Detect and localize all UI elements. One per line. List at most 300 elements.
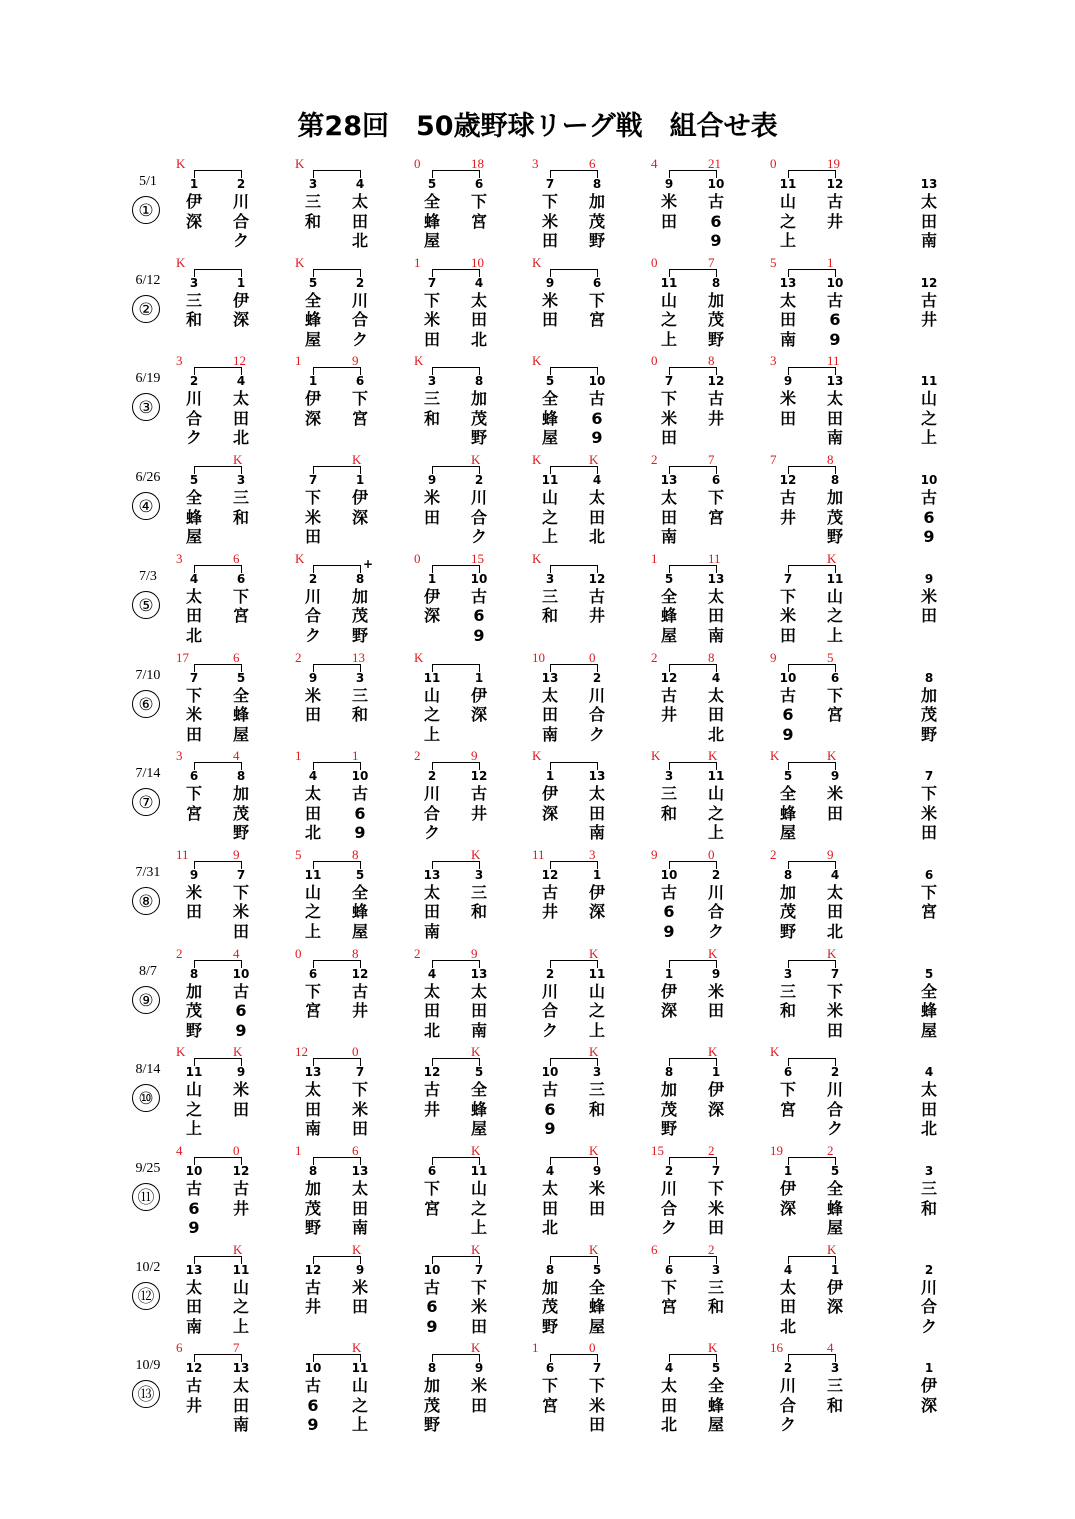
score-left: 4 <box>651 156 658 171</box>
team-number: 10 <box>541 1065 559 1080</box>
team-name: 三 和 <box>541 586 558 626</box>
team-name: 古 6 9 <box>185 1179 202 1237</box>
score-left: K <box>295 156 305 171</box>
score-right: 9 <box>827 846 834 862</box>
round-date: 7/14 <box>135 766 161 782</box>
score-right: K <box>233 1044 243 1060</box>
team-name: 古 6 9 <box>470 586 487 645</box>
team-name: 古 6 9 <box>304 1376 321 1435</box>
round-number: ⑫ <box>132 1282 160 1310</box>
score-right: 4 <box>827 1340 834 1356</box>
score-right: 10 <box>471 254 484 270</box>
team-name: 川 合 ク <box>588 685 605 744</box>
round-number: ⑧ <box>132 887 160 915</box>
team-name: 川 合 ク <box>660 1179 677 1237</box>
score-left: 6 <box>651 1241 658 1257</box>
round-date: 8/7 <box>139 963 157 979</box>
team-number: 3 <box>664 769 674 784</box>
team-name: 太 田 北 <box>660 1376 677 1435</box>
match <box>412 157 492 256</box>
team-name: 川 合 ク <box>185 389 202 448</box>
team-name: 伊 深 <box>351 488 368 527</box>
team-number: 1 <box>427 571 437 586</box>
team-number: 11 <box>470 1164 488 1178</box>
team-number: 1 <box>308 374 318 389</box>
team-number: 5 <box>664 571 674 586</box>
round-number: ⑬ <box>132 1380 160 1408</box>
match <box>649 1341 729 1440</box>
match <box>412 1144 492 1243</box>
team-number: 3 <box>711 1262 721 1277</box>
match <box>293 1144 373 1243</box>
round-number: ③ <box>132 393 160 421</box>
team-number: 5 <box>427 177 437 191</box>
score-right: 1 <box>352 748 359 764</box>
team-number: 4 <box>592 473 602 488</box>
round-number: ① <box>132 196 160 224</box>
bye-number: 6 <box>924 867 934 882</box>
team-name: 太 田 南 <box>351 1179 368 1237</box>
score-right: K <box>233 452 243 468</box>
team-name: 加 茂 野 <box>470 389 487 448</box>
team-number: 9 <box>545 275 555 290</box>
match <box>768 354 848 453</box>
team-number: 7 <box>545 177 555 191</box>
bye-number: 13 <box>920 177 938 191</box>
bye-number: 1 <box>924 1361 934 1376</box>
team-name: 古 井 <box>826 192 843 231</box>
team-name: 伊 深 <box>660 981 677 1021</box>
team-name: 全 蜂 屋 <box>423 192 440 250</box>
team-number: 8 <box>189 966 199 981</box>
score-left: 3 <box>532 156 539 171</box>
bye-name: 太 田 南 <box>920 192 937 250</box>
score-left: 0 <box>414 156 421 171</box>
round-number: ⑩ <box>132 1084 160 1112</box>
team-number: 12 <box>470 769 488 784</box>
score-right: K <box>233 1241 243 1257</box>
team-name: 全 蜂 屋 <box>351 882 368 941</box>
score-right: 2 <box>708 1241 715 1257</box>
round-date: 5/1 <box>139 174 157 189</box>
score-right: 2 <box>708 1143 715 1158</box>
team-number: 11 <box>185 1065 203 1080</box>
team-name: 伊 深 <box>185 192 202 231</box>
team-number: 9 <box>664 177 674 191</box>
score-right: 9 <box>471 945 478 961</box>
team-number: 13 <box>304 1065 322 1080</box>
team-number: 6 <box>545 1361 555 1376</box>
score-left: 0 <box>414 550 421 566</box>
team-number: 11 <box>541 473 559 488</box>
team-name: 下 米 田 <box>707 1179 724 1237</box>
team-name: 古 井 <box>541 882 558 922</box>
team-name: 古 6 9 <box>826 290 843 349</box>
match <box>293 848 373 947</box>
score-left: 1 <box>651 550 658 566</box>
score-right: 13 <box>352 649 365 665</box>
score-left: K <box>532 353 542 369</box>
score-left: K <box>176 254 186 270</box>
bye-number: 12 <box>920 275 938 290</box>
team-name: 伊 深 <box>541 784 558 823</box>
score-right: 6 <box>233 550 240 566</box>
team-name: 伊 深 <box>470 685 487 724</box>
score-left: K <box>532 748 542 764</box>
team-name: 全 蜂 屋 <box>779 784 796 843</box>
round-date: 6/26 <box>135 470 161 486</box>
team-number: 9 <box>711 966 721 981</box>
team-number: 4 <box>711 670 721 685</box>
score-left: 2 <box>176 945 183 961</box>
team-number: 2 <box>308 571 318 586</box>
score-right: 11 <box>708 550 721 566</box>
team-name: 米 田 <box>470 1376 487 1415</box>
team-number: 3 <box>355 670 365 685</box>
team-number: 3 <box>308 177 318 191</box>
team-name: 太 田 北 <box>470 290 487 349</box>
round-date: 6/19 <box>135 371 161 387</box>
score-left: 11 <box>176 846 189 862</box>
score-right: 6 <box>233 649 240 665</box>
team-name: 太 田 南 <box>470 981 487 1040</box>
match <box>649 354 729 453</box>
team-name: 米 田 <box>304 685 321 724</box>
team-name: 米 田 <box>541 290 558 330</box>
round-row <box>0 453 1075 552</box>
score-left: 3 <box>176 748 183 764</box>
team-name: 山 之 上 <box>470 1179 487 1237</box>
team-number: 13 <box>588 769 606 784</box>
team-number: 4 <box>783 1262 793 1277</box>
team-name: 古 井 <box>660 685 677 724</box>
team-name: 加 茂 野 <box>826 488 843 547</box>
score-right: K <box>471 1340 481 1356</box>
match <box>293 354 373 453</box>
score-right: K <box>708 945 718 961</box>
team-name: 三 和 <box>779 981 796 1021</box>
team-number: 13 <box>660 473 678 488</box>
team-number: 1 <box>189 177 199 191</box>
match <box>412 1045 492 1144</box>
bye-name: 太 田 北 <box>920 1080 937 1139</box>
team-name: 古 井 <box>185 1376 202 1415</box>
team-number: 8 <box>711 275 721 290</box>
team-name: 伊 深 <box>826 1277 843 1317</box>
match <box>649 947 729 1046</box>
team-name: 全 蜂 屋 <box>541 389 558 448</box>
team-name: 下 宮 <box>232 586 249 626</box>
team-name: 米 田 <box>232 1080 249 1119</box>
team-name: 古 6 9 <box>588 389 605 448</box>
team-name: 米 田 <box>423 488 440 527</box>
team-number: 8 <box>474 374 484 389</box>
team-number: 2 <box>189 374 199 389</box>
team-number: 2 <box>711 867 721 882</box>
score-right: 9 <box>233 846 240 862</box>
team-number: 12 <box>826 177 844 191</box>
match <box>768 1144 848 1243</box>
match <box>174 1144 254 1243</box>
team-name: 古 6 9 <box>232 981 249 1040</box>
team-name: 川 合 ク <box>351 290 368 349</box>
score-left: 2 <box>414 945 421 961</box>
score-left: 19 <box>770 1143 783 1158</box>
team-name: 加 茂 野 <box>588 192 605 250</box>
match <box>174 1045 254 1144</box>
score-right: 7 <box>233 1340 240 1356</box>
round-number: ⑪ <box>132 1183 160 1211</box>
score-right: 12 <box>233 353 246 369</box>
match <box>174 1341 254 1440</box>
team-name: 古 6 9 <box>423 1277 440 1336</box>
team-number: 10 <box>423 1262 441 1277</box>
team-number: 13 <box>351 1164 369 1178</box>
team-number: 6 <box>308 966 318 981</box>
match <box>649 453 729 552</box>
score-left: 1 <box>532 1340 539 1356</box>
team-name: 三 和 <box>304 192 321 231</box>
score-right: K <box>708 1044 718 1060</box>
team-number: 3 <box>236 473 246 488</box>
team-name: 下 米 田 <box>779 586 796 645</box>
match <box>649 157 729 256</box>
score-right: 8 <box>352 945 359 961</box>
team-name: 全 蜂 屋 <box>588 1277 605 1336</box>
team-name: 加 茂 野 <box>541 1277 558 1336</box>
bye-name: 山 之 上 <box>920 389 937 448</box>
match <box>293 947 373 1046</box>
team-number: 10 <box>185 1164 203 1178</box>
score-left: K <box>532 452 542 468</box>
score-right: K <box>471 846 481 862</box>
score-left: 3 <box>176 353 183 369</box>
match <box>530 256 610 355</box>
team-name: 川 合 ク <box>304 586 321 645</box>
match <box>768 552 848 651</box>
team-number: 2 <box>783 1361 793 1376</box>
score-left: 2 <box>295 649 302 665</box>
team-name: 太 田 北 <box>588 488 605 547</box>
page-title: 第28回 50歳野球リーグ戦 組合せ表 <box>297 111 778 142</box>
team-name: 川 合 ク <box>423 784 440 843</box>
score-right: 21 <box>708 156 721 171</box>
score-left: 3 <box>770 353 777 369</box>
score-left: 2 <box>651 452 658 468</box>
team-name: 三 和 <box>423 389 440 428</box>
team-number: 6 <box>189 769 199 784</box>
team-number: 7 <box>664 374 674 389</box>
team-name: 全 蜂 屋 <box>232 685 249 744</box>
bye-name: 下 宮 <box>920 882 937 922</box>
team-number: 7 <box>711 1164 721 1178</box>
score-left: 3 <box>176 550 183 566</box>
score-right: 8 <box>352 846 359 862</box>
score-left: 12 <box>295 1044 308 1060</box>
team-number: 1 <box>830 1262 840 1277</box>
match <box>412 749 492 848</box>
team-number: 6 <box>474 177 484 191</box>
round-date: 7/3 <box>139 568 157 584</box>
team-name: 三 和 <box>826 1376 843 1415</box>
team-number: 9 <box>189 867 199 882</box>
bye-name: 全 蜂 屋 <box>920 981 937 1040</box>
team-name: 下 宮 <box>541 1376 558 1415</box>
score-right: K <box>827 1241 837 1257</box>
team-number: 13 <box>423 867 441 882</box>
score-right: 0 <box>352 1044 359 1060</box>
score-right: K <box>589 945 599 961</box>
round-date: 10/9 <box>135 1358 161 1374</box>
team-name: 伊 深 <box>304 389 321 428</box>
round-number: ⑥ <box>132 690 160 718</box>
match <box>530 1341 610 1440</box>
team-name: 太 田 南 <box>304 1080 321 1139</box>
team-name: 米 田 <box>351 1277 368 1317</box>
round-number: ⑤ <box>132 591 160 619</box>
team-name: 太 田 南 <box>826 389 843 448</box>
score-left: 6 <box>176 1340 183 1356</box>
team-number: 8 <box>308 1164 318 1178</box>
team-number: 11 <box>423 670 441 685</box>
team-number: 5 <box>355 867 365 882</box>
round-row <box>0 354 1075 453</box>
round-date: 9/25 <box>135 1161 161 1176</box>
team-name: 下 米 田 <box>304 488 321 547</box>
score-right: K <box>352 452 362 468</box>
team-number: 6 <box>711 473 721 488</box>
bye-name: 下 米 田 <box>920 784 937 843</box>
score-right: 8 <box>708 649 715 665</box>
bye-number: 4 <box>924 1065 934 1080</box>
team-number: 4 <box>355 177 365 191</box>
team-number: 6 <box>236 571 246 586</box>
match <box>412 453 492 552</box>
round-row <box>0 157 1075 256</box>
team-number: 11 <box>707 769 725 784</box>
match <box>293 256 373 355</box>
team-name: 古 6 9 <box>660 882 677 941</box>
match <box>649 1045 729 1144</box>
team-name: 全 蜂 屋 <box>826 1179 843 1237</box>
round-number: ⑦ <box>132 788 160 816</box>
match <box>768 848 848 947</box>
score-right: 0 <box>589 649 596 665</box>
match <box>174 1243 254 1342</box>
team-number: 3 <box>474 867 484 882</box>
team-name: 加 茂 野 <box>185 981 202 1040</box>
team-name: 山 之 上 <box>588 981 605 1040</box>
score-right: 8 <box>708 353 715 369</box>
round-row <box>0 1045 1075 1144</box>
team-name: 下 宮 <box>304 981 321 1021</box>
team-number: 10 <box>707 177 725 191</box>
team-number: 8 <box>355 571 365 586</box>
team-name: 太 田 南 <box>185 1277 202 1336</box>
team-name: 加 茂 野 <box>423 1376 440 1435</box>
team-number: 7 <box>355 1065 365 1080</box>
team-number: 10 <box>232 966 250 981</box>
score-right: K <box>589 1044 599 1060</box>
score-left: K <box>295 550 305 566</box>
score-right: 0 <box>708 846 715 862</box>
score-right: K <box>589 1143 599 1158</box>
match <box>649 256 729 355</box>
match <box>530 651 610 750</box>
team-name: 太 田 南 <box>541 685 558 744</box>
match <box>649 749 729 848</box>
team-name: 下 宮 <box>826 685 843 724</box>
match <box>412 354 492 453</box>
team-name: 古 井 <box>304 1277 321 1317</box>
team-number: 5 <box>474 1065 484 1080</box>
team-number: 5 <box>830 1164 840 1178</box>
team-name: 山 之 上 <box>232 1277 249 1336</box>
team-name: 古 井 <box>351 981 368 1021</box>
team-name: 下 宮 <box>423 1179 440 1218</box>
team-name: 太 田 南 <box>588 784 605 843</box>
score-left: 0 <box>651 254 658 270</box>
team-name: 太 田 北 <box>423 981 440 1040</box>
team-number: 3 <box>545 571 555 586</box>
team-name: 下 米 田 <box>470 1277 487 1336</box>
team-number: 6 <box>830 670 840 685</box>
team-name: 三 和 <box>232 488 249 527</box>
team-name: 下 宮 <box>779 1080 796 1119</box>
match <box>293 651 373 750</box>
round-row <box>0 552 1075 651</box>
score-right: 8 <box>827 452 834 468</box>
team-name: 山 之 上 <box>423 685 440 744</box>
round-row <box>0 1243 1075 1342</box>
bye-number: 8 <box>924 670 934 685</box>
score-right: 4 <box>233 945 240 961</box>
match <box>649 1144 729 1243</box>
team-number: 4 <box>236 374 246 389</box>
team-name: 米 田 <box>660 192 677 231</box>
round-date: 8/14 <box>135 1062 161 1078</box>
match <box>530 1243 610 1342</box>
bye-number: 3 <box>924 1164 934 1178</box>
team-number: 10 <box>304 1361 322 1376</box>
match <box>412 1341 492 1440</box>
match <box>768 1243 848 1342</box>
score-right: 0 <box>233 1143 240 1158</box>
team-number: 9 <box>830 769 840 784</box>
team-number: 8 <box>236 769 246 784</box>
team-number: 5 <box>189 473 199 488</box>
team-name: 全 蜂 屋 <box>185 488 202 547</box>
team-name: 下 米 田 <box>660 389 677 448</box>
team-number: 2 <box>474 473 484 488</box>
team-number: 13 <box>707 571 725 586</box>
score-left: K <box>414 649 424 665</box>
team-number: 13 <box>541 670 559 685</box>
score-left: 0 <box>651 353 658 369</box>
score-left: 11 <box>532 846 545 862</box>
team-name: 川 合 ク <box>470 488 487 547</box>
team-name: 米 田 <box>779 389 796 428</box>
team-name: 下 宮 <box>185 784 202 823</box>
team-name: 伊 深 <box>232 290 249 330</box>
team-number: 10 <box>779 670 797 685</box>
round-number: ② <box>132 295 160 323</box>
team-number: 8 <box>545 1262 555 1277</box>
match <box>174 947 254 1046</box>
team-name: 川 合 ク <box>826 1080 843 1139</box>
team-number: 7 <box>189 670 199 685</box>
team-number: 11 <box>779 177 797 191</box>
